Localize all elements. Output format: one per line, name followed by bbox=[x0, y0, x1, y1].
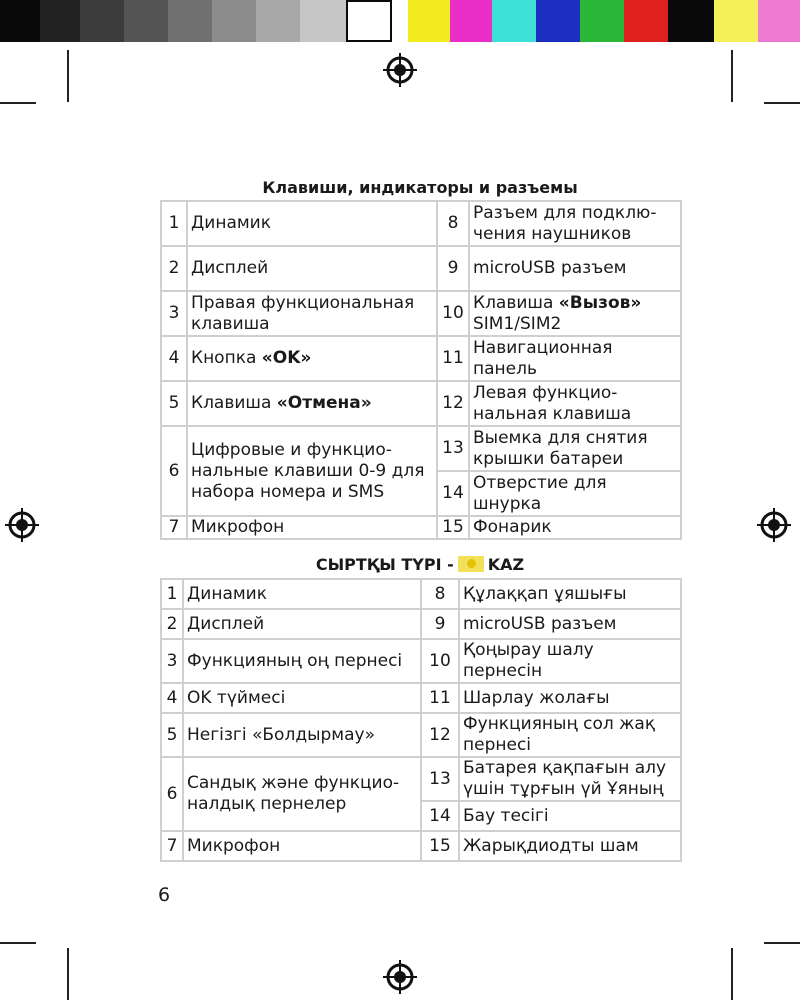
crop-mark bbox=[67, 948, 69, 1000]
table-row bbox=[161, 639, 681, 683]
label-text: Клавиша bbox=[473, 292, 559, 313]
section-title-kz bbox=[160, 555, 680, 574]
item-number: 7 bbox=[161, 516, 187, 539]
item-number: 2 bbox=[161, 246, 187, 291]
item-label: Батарея қақпағын алу үшін тұрғын үй Ұяның bbox=[459, 757, 681, 801]
item-number: 12 bbox=[421, 713, 459, 757]
item-label: Левая функцио-нальная клавиша bbox=[469, 381, 681, 426]
title-text: KAZ bbox=[487, 555, 525, 574]
gray-swatch bbox=[168, 0, 212, 42]
gray-swatch bbox=[80, 0, 124, 42]
item-label: Жарықдиодты шам bbox=[459, 831, 681, 861]
title-text: СЫРТҚЫ ТҮРІ - bbox=[315, 555, 454, 574]
item-label: Шарлау жолағы bbox=[459, 683, 681, 713]
item-label: Цифровые и функцио-нальные клавиши 0-9 для набора номера и SMS bbox=[187, 426, 437, 516]
gray-swatch bbox=[124, 0, 168, 42]
crop-mark bbox=[0, 102, 36, 104]
table-row bbox=[161, 683, 681, 713]
gray-swatch bbox=[346, 0, 392, 42]
item-number: 8 bbox=[437, 201, 469, 246]
item-number: 4 bbox=[161, 336, 187, 381]
item-label: Отверстие для шнурка bbox=[469, 471, 681, 516]
item-number: 1 bbox=[161, 579, 183, 609]
item-label bbox=[187, 336, 437, 381]
table-row bbox=[161, 246, 681, 291]
table-row bbox=[161, 831, 681, 861]
color-swatch bbox=[624, 0, 668, 42]
label-key-name: «OK» bbox=[261, 348, 312, 368]
table-row bbox=[161, 336, 681, 381]
table-row bbox=[161, 713, 681, 757]
gray-swatch bbox=[300, 0, 346, 42]
gray-swatch bbox=[256, 0, 300, 42]
table-row bbox=[161, 757, 681, 801]
kazakhstan-flag-icon bbox=[458, 556, 484, 572]
color-swatch bbox=[668, 0, 714, 42]
table-row bbox=[161, 426, 681, 471]
crop-mark bbox=[67, 50, 69, 102]
crop-mark bbox=[731, 50, 733, 102]
item-label: Разъем для подклю-чения наушников bbox=[469, 201, 681, 246]
label-text: Клавиша bbox=[191, 393, 277, 413]
item-label: Қоңырау шалу пернесін bbox=[459, 639, 681, 683]
color-swatch bbox=[450, 0, 492, 42]
page-number: 6 bbox=[158, 884, 171, 906]
item-number: 4 bbox=[161, 683, 183, 713]
item-label: Сандық және функцио-налдық пернелер bbox=[183, 757, 421, 831]
label-key-name: «Отмена» bbox=[276, 393, 372, 413]
keys-table-ru bbox=[160, 200, 682, 540]
item-number: 5 bbox=[161, 381, 187, 426]
gray-swatch bbox=[40, 0, 80, 42]
color-swatch bbox=[408, 0, 450, 42]
label-text: Кнопка bbox=[191, 348, 262, 368]
table-row bbox=[161, 516, 681, 539]
gray-swatch bbox=[212, 0, 256, 42]
item-label bbox=[187, 381, 437, 426]
item-number: 2 bbox=[161, 609, 183, 639]
color-swatch bbox=[580, 0, 624, 42]
item-number: 3 bbox=[161, 639, 183, 683]
registration-mark-icon bbox=[383, 53, 417, 87]
item-number: 11 bbox=[421, 683, 459, 713]
item-number: 13 bbox=[437, 426, 469, 471]
item-label: Құлаққап ұяшығы bbox=[459, 579, 681, 609]
item-label: Бау тесігі bbox=[459, 801, 681, 831]
item-number: 14 bbox=[437, 471, 469, 516]
table-row bbox=[161, 381, 681, 426]
table-row bbox=[161, 201, 681, 246]
registration-mark-icon bbox=[757, 508, 791, 542]
item-number: 3 bbox=[161, 291, 187, 336]
registration-mark-icon bbox=[5, 508, 39, 542]
color-swatch bbox=[492, 0, 536, 42]
item-number: 15 bbox=[421, 831, 459, 861]
item-number: 6 bbox=[161, 426, 187, 516]
item-number: 15 bbox=[437, 516, 469, 539]
keys-table-kz bbox=[160, 578, 682, 862]
crop-mark bbox=[764, 942, 800, 944]
item-label: Динамик bbox=[187, 201, 437, 246]
gray-swatch bbox=[0, 0, 40, 42]
item-label: microUSB разъем bbox=[469, 246, 681, 291]
item-number: 10 bbox=[421, 639, 459, 683]
table-row bbox=[161, 609, 681, 639]
crop-mark bbox=[731, 948, 733, 1000]
crop-mark bbox=[0, 942, 36, 944]
item-label: Навигационная панель bbox=[469, 336, 681, 381]
color-swatch bbox=[536, 0, 580, 42]
item-label: microUSB разъем bbox=[459, 609, 681, 639]
item-number: 1 bbox=[161, 201, 187, 246]
label-key-name: «Вызов» bbox=[558, 292, 642, 313]
item-number: 14 bbox=[421, 801, 459, 831]
table-row bbox=[161, 291, 681, 336]
label-text: SIM1/SIM2 bbox=[473, 313, 562, 334]
color-swatch bbox=[714, 0, 758, 42]
item-label: Микрофон bbox=[187, 516, 437, 539]
table-row bbox=[161, 579, 681, 609]
item-label: Правая функциональная клавиша bbox=[187, 291, 437, 336]
item-number: 10 bbox=[437, 291, 469, 336]
color-swatch bbox=[758, 0, 800, 42]
item-label: Негізгі «Болдырмау» bbox=[183, 713, 421, 757]
item-label: Дисплей bbox=[183, 609, 421, 639]
item-label: Динамик bbox=[183, 579, 421, 609]
section-title-ru: Клавиши, индикаторы и разъемы bbox=[262, 178, 578, 197]
item-number: 7 bbox=[161, 831, 183, 861]
registration-mark-icon bbox=[383, 960, 417, 994]
item-label: Дисплей bbox=[187, 246, 437, 291]
item-label: Микрофон bbox=[183, 831, 421, 861]
crop-mark bbox=[764, 102, 800, 104]
item-label bbox=[469, 291, 681, 336]
item-number: 13 bbox=[421, 757, 459, 801]
item-number: 5 bbox=[161, 713, 183, 757]
item-number: 12 bbox=[437, 381, 469, 426]
item-number: 9 bbox=[421, 609, 459, 639]
item-number: 8 bbox=[421, 579, 459, 609]
item-label: Фонарик bbox=[469, 516, 681, 539]
item-number: 9 bbox=[437, 246, 469, 291]
item-number: 11 bbox=[437, 336, 469, 381]
item-number: 6 bbox=[161, 757, 183, 831]
item-label: Функцияның сол жақ пернесі bbox=[459, 713, 681, 757]
item-label: OK түймесі bbox=[183, 683, 421, 713]
item-label: Выемка для снятия крышки батареи bbox=[469, 426, 681, 471]
item-label: Функцияның оң пернесі bbox=[183, 639, 421, 683]
